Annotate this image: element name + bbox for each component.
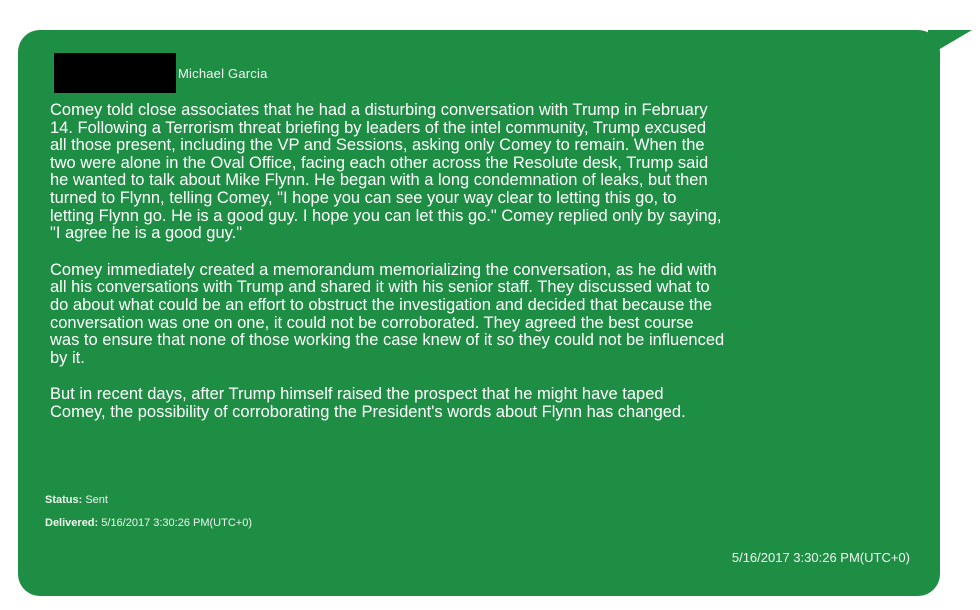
redaction-box: [54, 53, 176, 93]
message-paragraph-3: But in recent days, after Trump himself raised the prospect that he might have taped Comey, the possibility of corroborating the President's words about Flynn has changed.: [50, 385, 686, 421]
status-line: [45, 494, 108, 506]
status-value: Sent: [85, 494, 108, 506]
delivered-label: Delivered:: [45, 517, 99, 529]
message-bubble-tail: [928, 30, 972, 56]
sender-name: Michael Garcia: [178, 66, 268, 81]
message-timestamp: 5/16/2017 3:30:26 PM(UTC+0): [731, 550, 910, 565]
delivered-value: 5/16/2017 3:30:26 PM(UTC+0): [101, 517, 252, 529]
message-paragraph-1: Comey told close associates that he had a disturbing conversation with Trump in February 14. Following a Terrorism threat briefing by leaders of the intel community, Trump excused all those present, including the VP and Sessions, asking only Comey to remain. When the two were alone in the Oval Office, facing each other across the Resolute desk, Trump said he wanted to talk about Mike Flynn. He began with a long condemnation of leaks, but then turned to Flynn, telling Comey, "I hope you can see your way clear to letting this go, to letting Flynn go. He is a good guy. I hope you can let this go." Comey replied only by saying, "I agree he is a good guy.": [50, 101, 722, 243]
message-paragraph-2: Comey immediately created a memorandum memorializing the conversation, as he did with all his conversations with Trump and shared it with his senior staff. They discussed what to do about what could be an effort to obstruct the investigation and decided that because the conversation was one on one, it could not be corroborated. They agreed the best course was to ensure that none of those working the case knew of it so they could not be influenced by it.: [50, 260, 725, 367]
message-body: [50, 102, 920, 441]
delivered-line: [45, 517, 252, 529]
status-label: Status:: [45, 494, 83, 506]
